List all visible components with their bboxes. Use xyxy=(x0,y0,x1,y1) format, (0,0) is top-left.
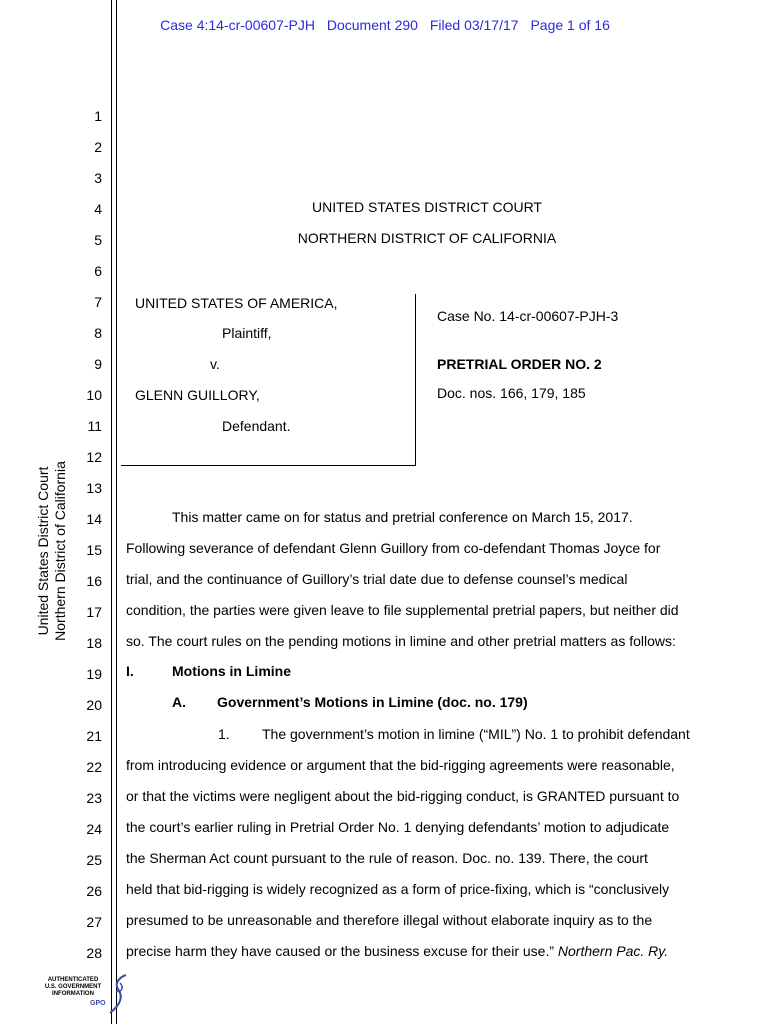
body-line: the Sherman Act count pursuant to the rule of reason. Doc. no. 139. There, the court xyxy=(126,850,648,866)
gpo-seal-text xyxy=(38,977,108,998)
line-number: 19 xyxy=(86,666,102,682)
body-line: from introducing evidence or argument that the bid-rigging agreements were reasonable, xyxy=(126,757,675,773)
caption-divider-horizontal xyxy=(121,465,416,466)
body-line: The government’s motion in limine (“MIL”) No. 1 to prohibit defendant xyxy=(262,726,690,742)
line-number: 2 xyxy=(94,139,102,155)
line-number: 5 xyxy=(94,232,102,248)
body-line: This matter came on for status and pretrial conference on March 15, 2017. xyxy=(172,509,633,525)
line-number: 7 xyxy=(94,294,102,310)
line-number: 28 xyxy=(86,945,102,961)
body-line: presumed to be unreasonable and therefore illegal without elaborate inquiry as to the xyxy=(126,912,653,928)
header-document-number: Document 290 xyxy=(326,17,418,33)
line-number: 22 xyxy=(86,759,102,775)
paragraph-number: 1. xyxy=(218,726,230,742)
line-number: 23 xyxy=(86,790,102,806)
subsection-heading: Government’s Motions in Limine (doc. no. 179) xyxy=(217,694,528,710)
line-number: 1 xyxy=(94,108,102,124)
line-number: 20 xyxy=(86,697,102,713)
line-number: 16 xyxy=(86,573,102,589)
gpo-mark-label: GPO xyxy=(90,1000,106,1007)
line-number: 12 xyxy=(86,449,102,465)
gpo-line: U.S. GOVERNMENT xyxy=(44,984,102,990)
line-number: 21 xyxy=(86,728,102,744)
subsection-number: A. xyxy=(172,694,186,710)
margin-rule-inner xyxy=(116,0,117,1024)
margin-rule-outer xyxy=(111,0,112,1024)
line-number: 15 xyxy=(86,542,102,558)
line-number: 4 xyxy=(94,201,102,217)
header-page-count: Page 1 of 16 xyxy=(530,17,610,33)
court-district: NORTHERN DISTRICT OF CALIFORNIA xyxy=(297,230,557,246)
case-citation: Northern Pac. Ry. xyxy=(557,943,669,959)
line-number: 13 xyxy=(86,480,102,496)
body-line: so. The court rules on the pending motions in limine and other pretrial matters as follows: xyxy=(126,633,676,649)
court-title: UNITED STATES DISTRICT COURT xyxy=(312,199,542,215)
gpo-line: INFORMATION xyxy=(52,991,94,997)
body-line: the court’s earlier ruling in Pretrial Order No. 1 denying defendants’ motion to adjudicate xyxy=(126,819,670,835)
line-number: 25 xyxy=(86,852,102,868)
body-line-text: precise harm they have caused or the business excuse for their use.” xyxy=(126,943,554,959)
line-number: 26 xyxy=(86,883,102,899)
line-number: 6 xyxy=(94,263,102,279)
header-filed-date: Filed 03/17/17 xyxy=(429,17,519,33)
plaintiff-name: UNITED STATES OF AMERICA, xyxy=(135,295,338,311)
sidebar-district-name: Northern District of California xyxy=(52,461,68,641)
body-line xyxy=(126,943,668,959)
line-number: 14 xyxy=(86,511,102,527)
header-case-number: Case 4:14-cr-00607-PJH xyxy=(160,17,315,33)
caption-divider-vertical xyxy=(415,294,416,466)
gpo-line: AUTHENTICATED xyxy=(47,977,99,983)
sidebar-court-name: United States District Court xyxy=(35,466,51,636)
body-line: trial, and the continuance of Guillory’s trial date due to defense counsel’s medical xyxy=(126,571,628,587)
section-number: I. xyxy=(126,663,134,679)
section-heading: Motions in Limine xyxy=(172,663,291,679)
line-number: 8 xyxy=(94,325,102,341)
gpo-authentication-seal xyxy=(38,973,128,1017)
line-number: 11 xyxy=(87,418,102,434)
line-number: 24 xyxy=(86,821,102,837)
order-title: PRETRIAL ORDER NO. 2 xyxy=(437,356,602,372)
body-line: Following severance of defendant Glenn Guillory from co-defendant Thomas Joyce for xyxy=(126,540,661,556)
plaintiff-role: Plaintiff, xyxy=(222,325,272,341)
docket-numbers: Doc. nos. 166, 179, 185 xyxy=(437,385,586,401)
court-sidebar-label xyxy=(35,461,69,641)
line-number: 3 xyxy=(94,170,102,186)
versus-label: v. xyxy=(210,356,220,372)
eagle-icon xyxy=(106,973,128,1017)
body-line: held that bid-rigging is widely recognized as a form of price-fixing, which is “conclusively xyxy=(126,881,670,897)
line-number: 17 xyxy=(86,604,102,620)
line-number: 10 xyxy=(86,387,102,403)
line-number: 27 xyxy=(86,914,102,930)
case-number: Case No. 14-cr-00607-PJH-3 xyxy=(437,308,619,324)
line-number: 9 xyxy=(94,356,102,372)
defendant-role: Defendant. xyxy=(222,418,291,434)
defendant-name: GLENN GUILLORY, xyxy=(135,387,260,403)
body-line: condition, the parties were given leave to file supplemental pretrial papers, but neither did xyxy=(126,602,679,618)
line-number: 18 xyxy=(86,635,102,651)
body-line: or that the victims were negligent about the bid-rigging conduct, is GRANTED pursuant to xyxy=(126,788,680,804)
